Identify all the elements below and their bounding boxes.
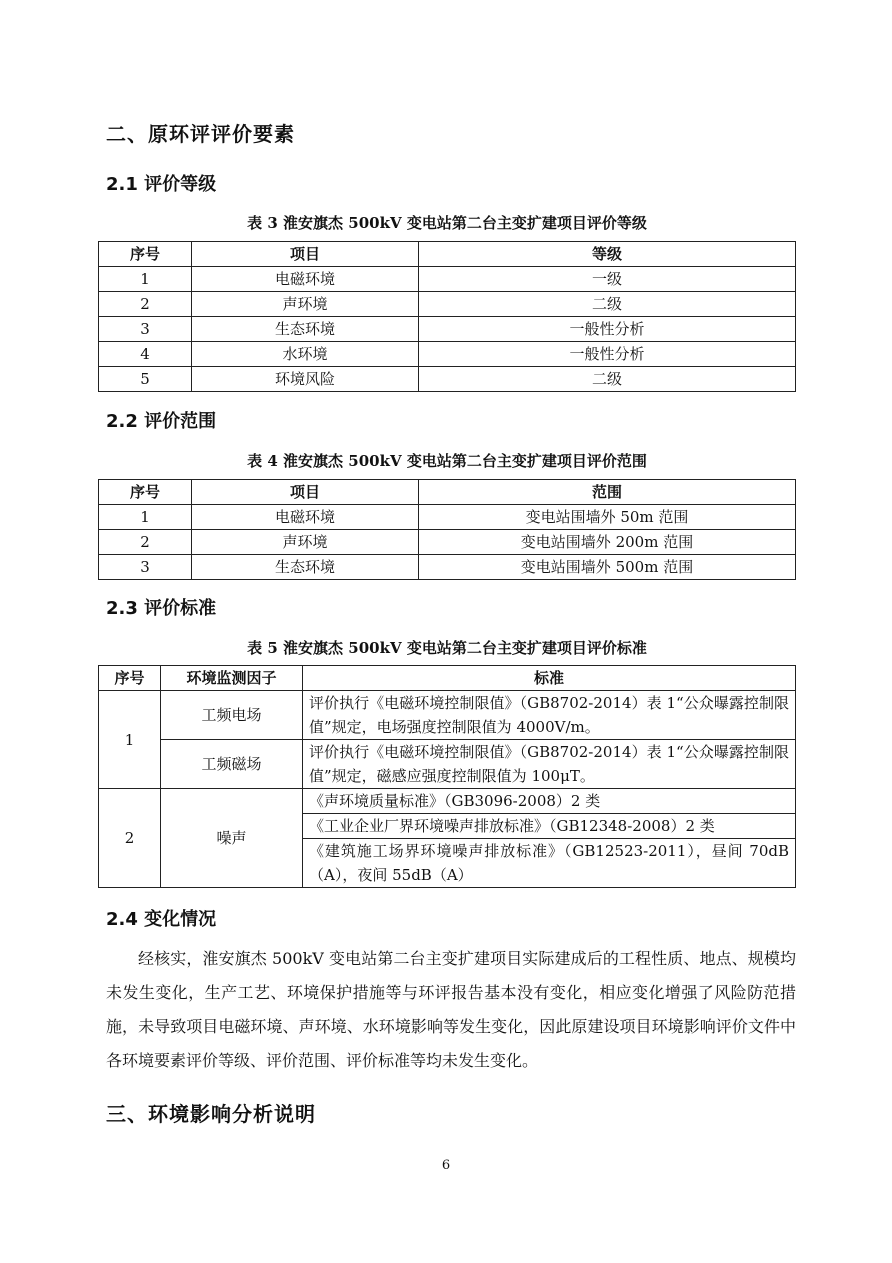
table-cell: 电磁环境 xyxy=(192,267,419,292)
table-cell: 4 xyxy=(99,342,192,367)
table-3-caption: 表 3 淮安旗杰 500kV 变电站第二台主变扩建项目评价等级 xyxy=(247,214,647,232)
table-cell: 声环境 xyxy=(192,530,419,555)
table-cell: 2 xyxy=(99,530,192,555)
table-row xyxy=(99,292,796,317)
table-cell: 噪声 xyxy=(161,789,303,888)
paragraph-text: 经核实，淮安旗杰 500kV 变电站第二台主变扩建项目实际建成后的工程性质、地点、规模均未发生变化，生产工艺、环境保护措施等与环评报告基本没有变化，相应变化增强了风险防范措施，未导致项目电磁环境、声环境、水环境影响等发生变化，因此原建设项目环境影响评价文件中各环境要素评价等级、评价范围、评价标准等均未发生变化。 xyxy=(106,949,796,1070)
body-paragraph xyxy=(106,942,796,1078)
table-cell: 声环境 xyxy=(192,292,419,317)
table-header-row xyxy=(99,480,796,505)
table-cell: 《建筑施工场界环境噪声排放标准》（GB12523-2011），昼间 70dB（A），夜间 55dB（A） xyxy=(303,839,796,888)
table-row xyxy=(99,530,796,555)
heading-2-3: 2.3 评价标准 xyxy=(106,598,217,619)
col-header: 项目 xyxy=(192,242,419,267)
table-row xyxy=(99,740,796,789)
table-cell: 变电站围墙外 500m 范围 xyxy=(419,555,796,580)
col-header: 序号 xyxy=(99,242,192,267)
table-row xyxy=(99,789,796,814)
table-row xyxy=(99,342,796,367)
table-3 xyxy=(98,241,796,392)
table-cell: 工频磁场 xyxy=(161,740,303,789)
table-header-row xyxy=(99,666,796,691)
table-cell: 一级 xyxy=(419,267,796,292)
col-header: 环境监测因子 xyxy=(161,666,303,691)
table-cell: 电磁环境 xyxy=(192,505,419,530)
table-cell: 一般性分析 xyxy=(419,342,796,367)
table-cell: 一般性分析 xyxy=(419,317,796,342)
table-cell: 《声环境质量标准》（GB3096-2008）2 类 xyxy=(303,789,796,814)
table-cell: 《工业企业厂界环境噪声排放标准》（GB12348-2008）2 类 xyxy=(303,814,796,839)
table-cell: 生态环境 xyxy=(192,317,419,342)
table-cell: 工频电场 xyxy=(161,691,303,740)
table-cell: 3 xyxy=(99,317,192,342)
table-4 xyxy=(98,479,796,580)
table-row xyxy=(99,555,796,580)
table-5-caption: 表 5 淮安旗杰 500kV 变电站第二台主变扩建项目评价标准 xyxy=(247,639,647,657)
table-cell: 生态环境 xyxy=(192,555,419,580)
col-header: 序号 xyxy=(99,666,161,691)
heading-2-4: 2.4 变化情况 xyxy=(106,909,217,930)
col-header: 范围 xyxy=(419,480,796,505)
table-cell: 1 xyxy=(99,505,192,530)
table-row xyxy=(99,267,796,292)
table-5 xyxy=(98,665,796,888)
heading-2-1: 2.1 评价等级 xyxy=(106,174,217,195)
table-cell: 二级 xyxy=(419,292,796,317)
col-header: 标准 xyxy=(303,666,796,691)
table-row xyxy=(99,505,796,530)
table-cell: 2 xyxy=(99,292,192,317)
table-cell: 二级 xyxy=(419,367,796,392)
table-header-row xyxy=(99,242,796,267)
col-header: 项目 xyxy=(192,480,419,505)
table-cell: 变电站围墙外 50m 范围 xyxy=(419,505,796,530)
table-row xyxy=(99,691,796,740)
table-cell: 环境风险 xyxy=(192,367,419,392)
table-cell: 3 xyxy=(99,555,192,580)
table-cell: 评价执行《电磁环境控制限值》（GB8702-2014）表 1“公众曝露控制限值”规定，磁感应强度控制限值为 100μT。 xyxy=(303,740,796,789)
table-4-caption: 表 4 淮安旗杰 500kV 变电站第二台主变扩建项目评价范围 xyxy=(247,452,647,470)
table-cell: 变电站围墙外 200m 范围 xyxy=(419,530,796,555)
table-cell: 水环境 xyxy=(192,342,419,367)
table-cell: 1 xyxy=(99,691,161,789)
table-cell: 5 xyxy=(99,367,192,392)
heading-2-2: 2.2 评价范围 xyxy=(106,411,217,432)
table-cell: 1 xyxy=(99,267,192,292)
table-cell: 2 xyxy=(99,789,161,888)
section-title: 三、环境影响分析说明 xyxy=(106,1102,316,1126)
table-cell: 评价执行《电磁环境控制限值》（GB8702-2014）表 1“公众曝露控制限值”规定，电场强度控制限值为 4000V/m。 xyxy=(303,691,796,740)
col-header: 等级 xyxy=(419,242,796,267)
page-number: 6 xyxy=(441,1158,451,1173)
col-header: 序号 xyxy=(99,480,192,505)
section-title: 二、原环评评价要素 xyxy=(106,122,295,146)
table-row xyxy=(99,367,796,392)
table-row xyxy=(99,317,796,342)
